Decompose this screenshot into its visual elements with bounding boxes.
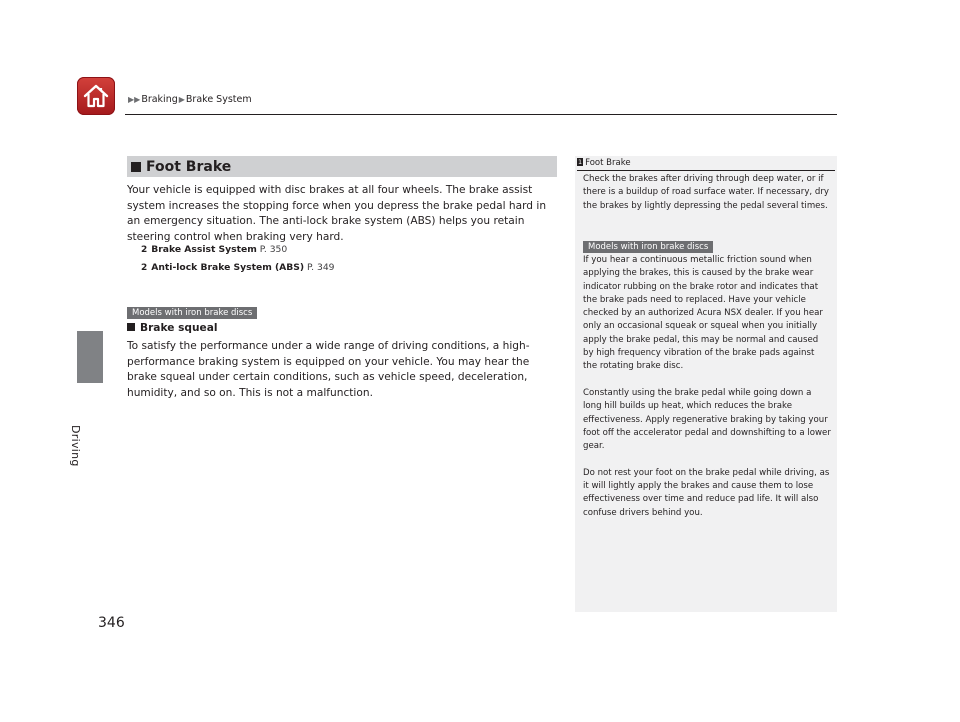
notes-panel-rule — [577, 170, 835, 171]
header-rule — [125, 114, 837, 115]
reference-arrow-icon: 2 — [141, 263, 148, 273]
model-tag: Models with iron brake discs — [127, 307, 257, 319]
breadcrumb-arrow-icon: ▶ — [178, 95, 185, 104]
breadcrumb — [127, 94, 252, 105]
notes-body — [583, 254, 831, 520]
chapter-tab[interactable] — [77, 331, 103, 383]
notes-model-tag: Models with iron brake discs — [583, 241, 713, 253]
square-bullet-icon — [127, 323, 135, 331]
subheading: Brake squeal — [127, 322, 217, 334]
notes-paragraph-4: Do not rest your foot on the brake pedal while driving, as it will lightly apply the brakes and cause them to lose effectiveness over time and reduce pad life. It will also confuse drivers behind you. — [583, 467, 830, 518]
reference-link-brake-assist[interactable]: 2 Brake Assist System P. 350 — [141, 244, 288, 255]
reference-link-abs[interactable]: 2 Anti-lock Brake System (ABS) P. 349 — [141, 262, 335, 273]
note-number-badge: 1 — [578, 158, 583, 166]
breadcrumb-arrow-icon: ▶▶ — [128, 95, 141, 104]
section-title: Foot Brake — [146, 158, 232, 175]
notes-paragraph-2: If you hear a continuous metallic friction sound when applying the brakes, this is caused by the brake wear indicator rubbing on the brake rotor and indicates that the brake pads need to replaced. Have your vehicle checked by an authorized Acura NSX dealer. If you hear only an occasional squeak or squeal when you initially apply the brake pedal, this may be normal and caused by high frequency vibration of the brake pads against the rotating brake disc. — [583, 255, 823, 372]
square-bullet-icon — [131, 162, 141, 172]
page-number: 346 — [98, 615, 125, 631]
home-icon — [82, 82, 110, 110]
intro-paragraph: Your vehicle is equipped with disc brakes at all four wheels. The brake assist system increases the stopping force when you depress the brake pedal hard in an emergency situation. The anti-lock brake system (ABS) helps you retain steering control when braking very hard. — [127, 184, 547, 243]
notes-panel-title: 1 Foot Brake — [578, 158, 631, 168]
notes-paragraph-3: Constantly using the brake pedal while going down a long hill builds up heat, which reduces the brake effectiveness. Apply regenerative braking by taking your foot off the accelerator pedal and downshifting to a lower gear. — [583, 387, 831, 452]
section-header — [127, 156, 557, 177]
reference-arrow-icon: 2 — [141, 245, 148, 255]
squeal-paragraph: To satisfy the performance under a wide range of driving conditions, a high-performance braking system is equipped on your vehicle. You may hear the brake squeal under certain conditions, such as vehicle speed, deceleration, humidity, and so on. This is not a malfunction. — [127, 340, 530, 399]
notes-paragraph-1: Check the brakes after driving through deep water, or if there is a buildup of road surface water. If necessary, dry the brakes by lightly depressing the pedal several times. — [583, 174, 829, 211]
home-button[interactable] — [77, 77, 115, 115]
breadcrumb-item-braking[interactable]: Braking — [141, 94, 178, 105]
breadcrumb-item-brake-system[interactable]: Brake System — [185, 94, 252, 105]
chapter-label: Driving — [69, 425, 82, 467]
